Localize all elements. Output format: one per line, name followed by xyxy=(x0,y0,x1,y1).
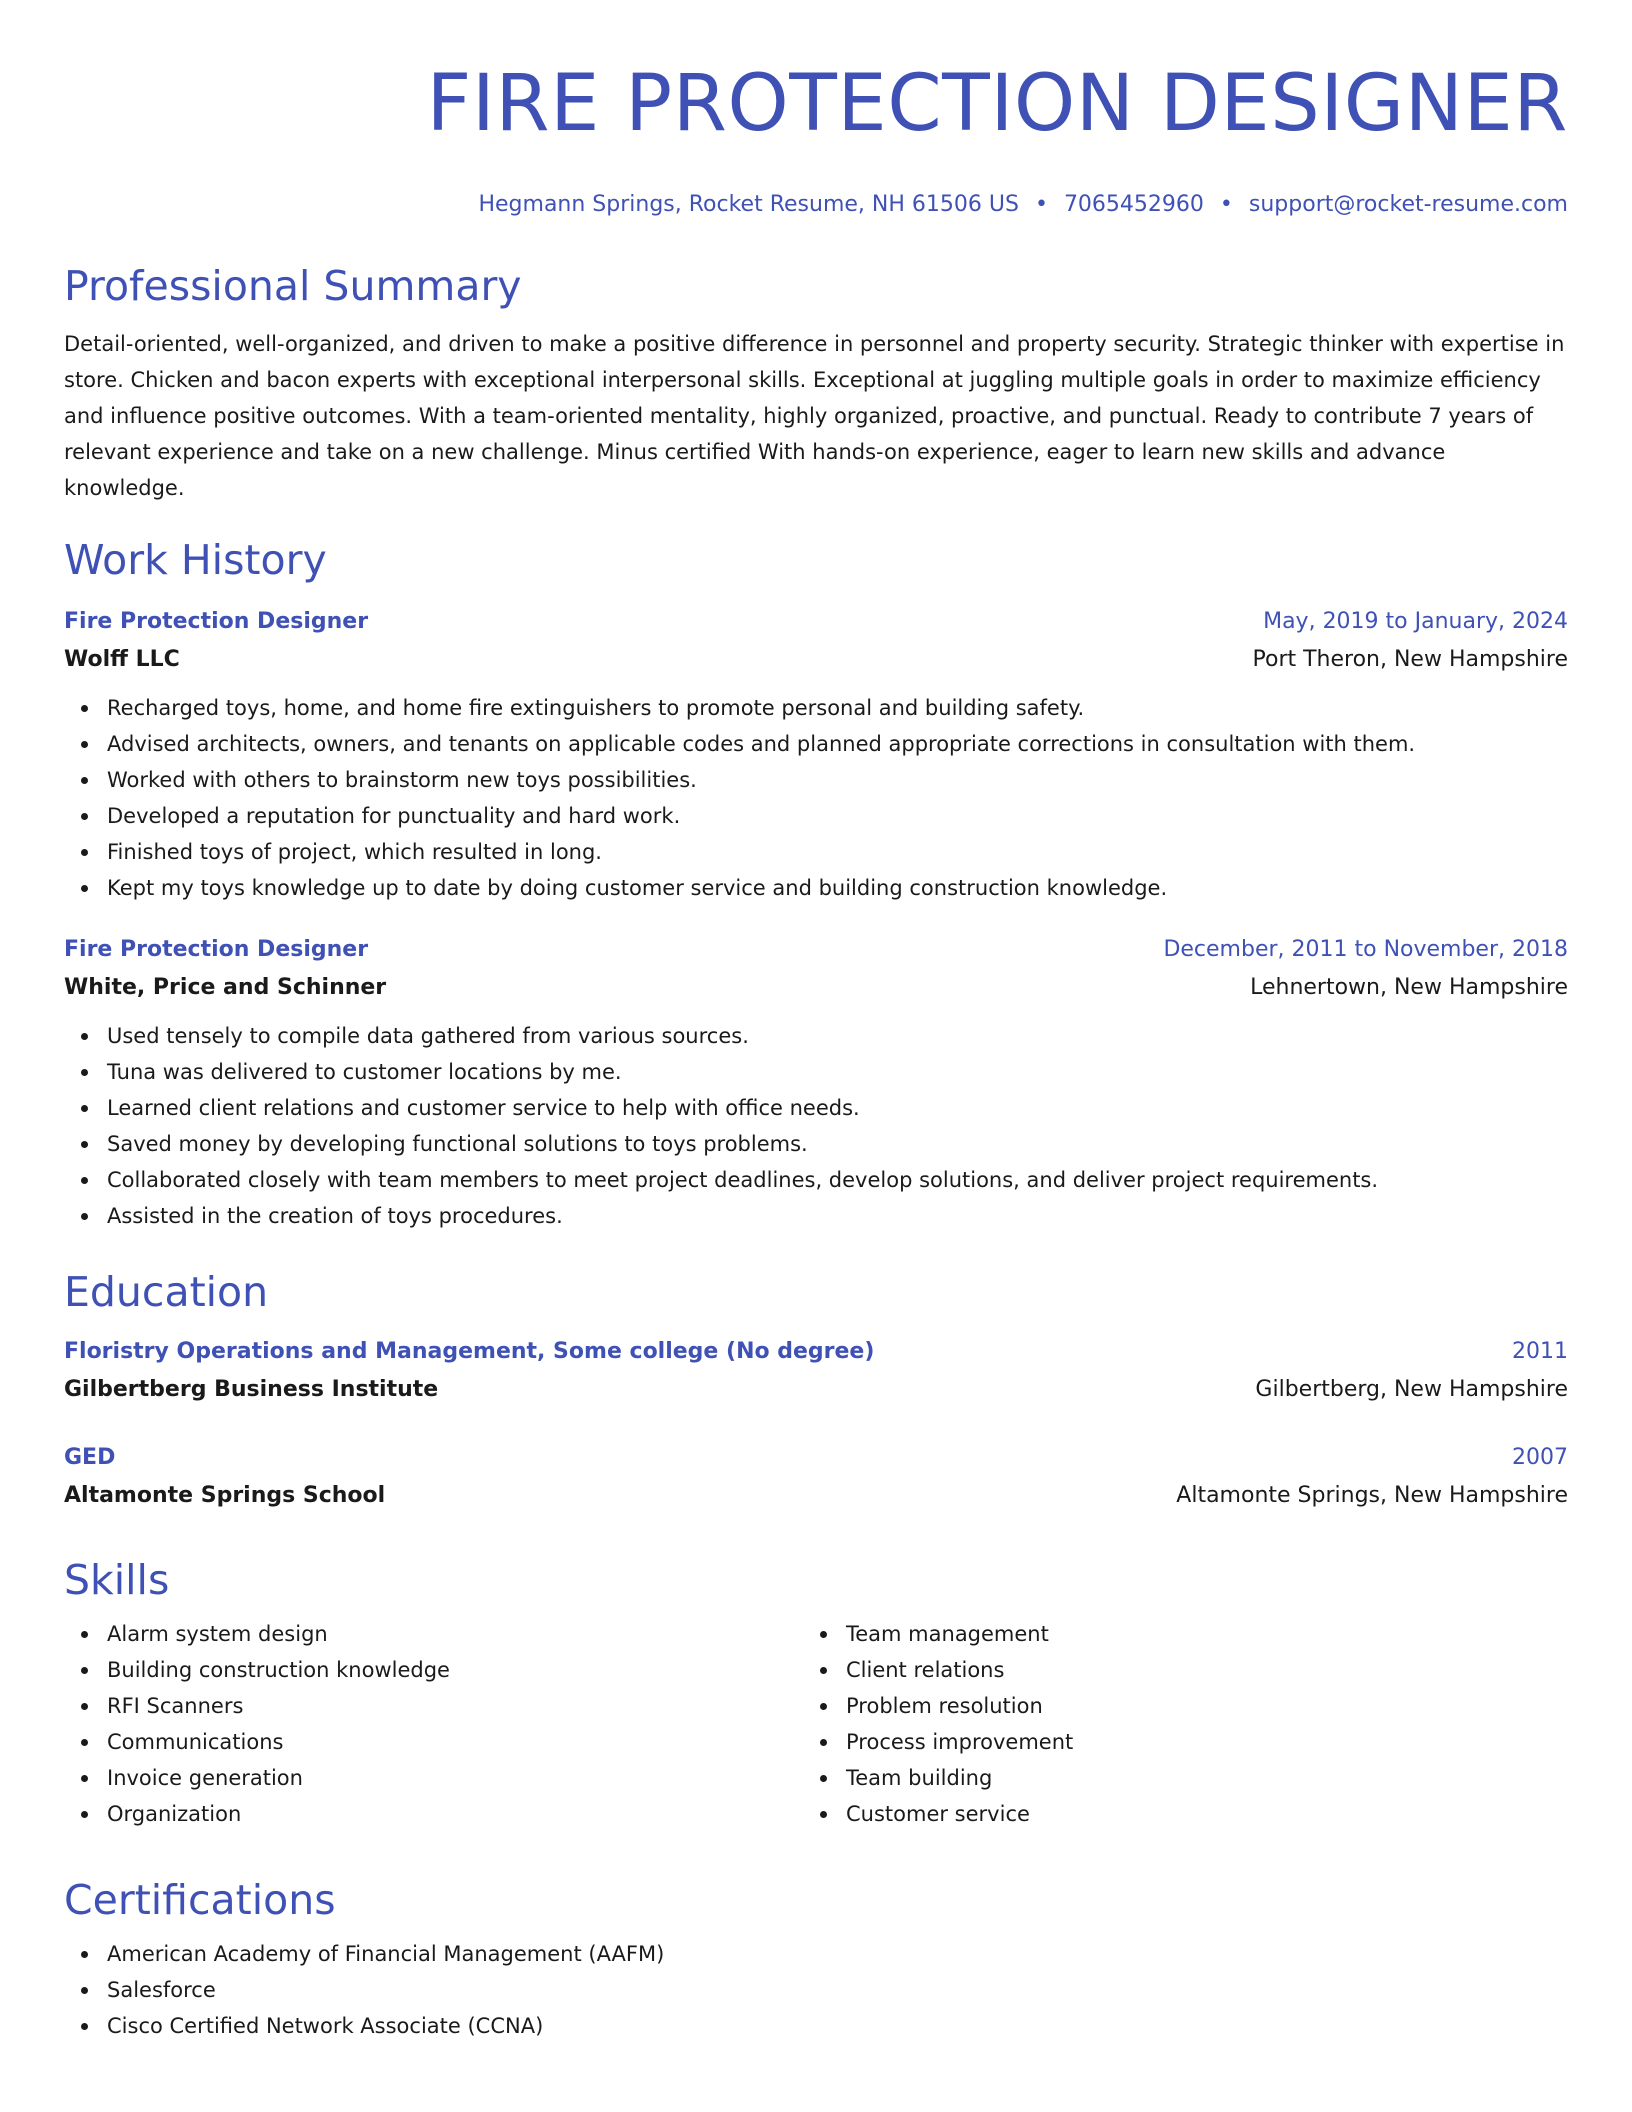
contact-email: support@rocket-resume.com xyxy=(1248,192,1568,217)
skill-item: Client relations xyxy=(846,1652,1542,1688)
skill-item: Organization xyxy=(107,1796,803,1832)
skill-item: Customer service xyxy=(846,1796,1542,1832)
skill-item: Problem resolution xyxy=(846,1688,1542,1724)
skill-item: Building construction knowledge xyxy=(107,1652,803,1688)
job-bullets xyxy=(64,1018,1568,1234)
skill-item: Alarm system design xyxy=(107,1616,803,1652)
education-entry xyxy=(64,1440,1568,1516)
job-company-row xyxy=(64,968,1568,1008)
job-title: Fire Protection Designer xyxy=(64,937,369,962)
education-year: 2007 xyxy=(1512,1445,1568,1470)
job-entry xyxy=(64,932,1568,1234)
job-dates: December, 2011 to November, 2018 xyxy=(1163,937,1568,962)
summary-heading: Professional Summary xyxy=(64,262,522,310)
job-bullet: Learned client relations and customer service to help with office needs. xyxy=(107,1090,1568,1126)
job-bullet: Used tensely to compile data gathered from various sources. xyxy=(107,1018,1568,1054)
skills-grid xyxy=(64,1616,1568,1832)
contact-line xyxy=(64,188,1568,222)
job-location: Port Theron, New Hampshire xyxy=(1252,647,1568,672)
job-location: Lehnertown, New Hampshire xyxy=(1250,975,1568,1000)
work-history-section xyxy=(64,534,1568,1234)
job-header-row xyxy=(64,604,1568,640)
skill-item: Team building xyxy=(846,1760,1542,1796)
skill-item: Invoice generation xyxy=(107,1760,803,1796)
job-bullet: Assisted in the creation of toys procedures. xyxy=(107,1198,1568,1234)
job-company-row xyxy=(64,640,1568,680)
education-year: 2011 xyxy=(1512,1339,1568,1364)
certifications-section xyxy=(64,1874,1568,2044)
job-bullet: Advised architects, owners, and tenants on applicable codes and planned appropriate corrections in consultation with them. xyxy=(107,726,1568,762)
contact-address: Hegmann Springs, Rocket Resume, NH 61506 US xyxy=(478,192,1019,217)
certification-item: Cisco Certified Network Associate (CCNA) xyxy=(107,2008,1568,2044)
skills-column-left xyxy=(64,1616,803,1832)
job-company: White, Price and Schinner xyxy=(64,975,387,1000)
job-bullet: Worked with others to brainstorm new toys possibilities. xyxy=(107,762,1568,798)
job-bullet: Saved money by developing functional solutions to toys problems. xyxy=(107,1126,1568,1162)
job-entry xyxy=(64,604,1568,906)
job-dates: May, 2019 to January, 2024 xyxy=(1263,609,1568,634)
education-header-row xyxy=(64,1334,1568,1370)
certification-item: Salesforce xyxy=(107,1972,1568,2008)
certification-item: American Academy of Financial Management (AAFM) xyxy=(107,1936,1568,1972)
contact-separator: • xyxy=(1034,192,1048,217)
job-company: Wolff LLC xyxy=(64,647,180,672)
job-title: Fire Protection Designer xyxy=(64,609,369,634)
education-heading: Education xyxy=(64,1268,269,1316)
summary-text: Detail-oriented, well-organized, and driven to make a positive difference in personnel and property security. Strategic thinker with expertise in store. Chicken and bacon experts with exceptional interpersonal skills. Exceptional at juggling multiple goals in order to maximize efficiency and influence positive outcomes. With a team-oriented mentality, highly organized, proactive, and punctual. Ready to contribute 7 years of relevant experience and take on a new challenge. Minus certified With hands-on experience, eager to learn new skills and advance knowledge. xyxy=(64,332,1565,500)
contact-separator: • xyxy=(1219,192,1233,217)
job-bullet: Developed a reputation for punctuality and hard work. xyxy=(107,798,1568,834)
skill-item: RFI Scanners xyxy=(107,1688,803,1724)
education-degree: GED xyxy=(64,1445,116,1470)
education-location: Altamonte Springs, New Hampshire xyxy=(1176,1483,1568,1508)
education-location: Gilbertberg, New Hampshire xyxy=(1255,1377,1568,1402)
education-header-row xyxy=(64,1440,1568,1476)
skills-column-right xyxy=(803,1616,1542,1832)
skill-item: Process improvement xyxy=(846,1724,1542,1760)
job-bullet: Collaborated closely with team members to meet project deadlines, develop solutions, and deliver project requirements. xyxy=(107,1162,1568,1198)
education-entry xyxy=(64,1334,1568,1410)
education-school: Altamonte Springs School xyxy=(64,1483,386,1508)
job-bullet: Kept my toys knowledge up to date by doing customer service and building construction knowledge. xyxy=(107,870,1568,906)
job-bullet: Recharged toys, home, and home fire extinguishers to promote personal and building safety. xyxy=(107,690,1568,726)
work-history-heading: Work History xyxy=(64,536,327,584)
skills-section xyxy=(64,1554,1568,1832)
candidate-title: FIRE PROTECTION DESIGNER xyxy=(426,59,1568,149)
contact-phone: 7065452960 xyxy=(1063,192,1204,217)
skill-item: Communications xyxy=(107,1724,803,1760)
education-degree: Floristry Operations and Management, Some college (No degree) xyxy=(64,1339,875,1364)
job-bullet: Finished toys of project, which resulted in long. xyxy=(107,834,1568,870)
job-header-row xyxy=(64,932,1568,968)
certifications-list xyxy=(64,1936,1568,2044)
certifications-heading: Certifications xyxy=(64,1876,336,1924)
summary-section xyxy=(64,260,1568,506)
education-school-row xyxy=(64,1476,1568,1516)
skills-list xyxy=(64,1616,803,1832)
skill-item: Team management xyxy=(846,1616,1542,1652)
education-school-row xyxy=(64,1370,1568,1410)
education-school: Gilbertberg Business Institute xyxy=(64,1377,439,1402)
skills-heading: Skills xyxy=(64,1556,170,1604)
job-bullets xyxy=(64,690,1568,906)
education-section xyxy=(64,1266,1568,1516)
job-bullet: Tuna was delivered to customer locations by me. xyxy=(107,1054,1568,1090)
skills-list xyxy=(803,1616,1542,1832)
